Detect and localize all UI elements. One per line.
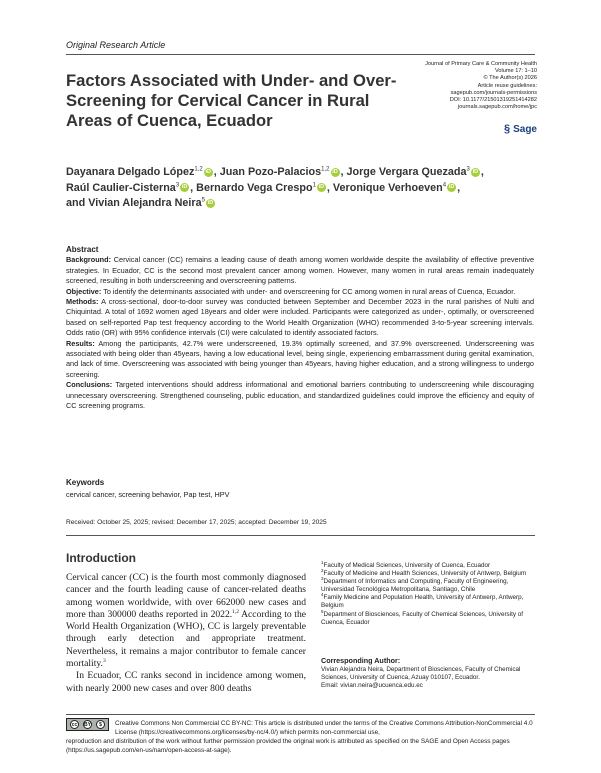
section-rule (66, 535, 535, 536)
publisher-name: Sage (513, 123, 537, 135)
orcid-icon[interactable]: iD (318, 184, 325, 191)
journal-reuse-link[interactable]: sagepub.com/journals-permissions (450, 89, 537, 96)
journal-volume: Volume 17: 1–10 (495, 68, 537, 75)
license-rule (66, 714, 535, 715)
affiliations (321, 559, 536, 627)
journal-reuse-label: Article reuse guidelines: (477, 82, 537, 89)
corresponding-author (321, 666, 536, 690)
keywords-heading: Keywords (66, 478, 105, 487)
article-title: Factors Associated with Under- and Over-Screening for Cervical Cancer in Rural Areas of Cuenca, Ecuador (66, 71, 397, 130)
sage-logo-icon: § (503, 123, 511, 135)
abstract-background: Background: Cervical cancer (CC) remains a leading cause of death among women worldwide despite the availability of effective preventive strategies. In Ecuador, CC is the second most prevalent cancer among women. However, many women in rural areas remain inadequately screened, resulting in both underscreening and overscreening patterns. (66, 255, 535, 286)
introduction-text (66, 572, 306, 695)
author-6: Veronique Verhoeven$^4$ iD , (332, 181, 461, 194)
journal-doi[interactable]: DOI: 10.1177/21501319251414282 (449, 97, 537, 104)
abstract-objective: Objective: To identify the determinants associated with under- and overscreening for CC among women in rural areas of Cuenca, Ecuador. (66, 286, 516, 296)
journal-info (357, 61, 537, 111)
abstract-heading: Abstract (66, 245, 99, 254)
affiliation-item: $^1$Faculty of Medical Sciences, University of Cuenca, Ecuador (321, 559, 491, 569)
orcid-icon[interactable]: iD (205, 168, 211, 175)
affiliation-item: $^3$Department of Informatics and Computing, Faculty of Engineering, Universidad Tecnológica Metropolitana, Santiago, Chile (321, 576, 509, 594)
orcid-icon[interactable]: iD (207, 199, 214, 206)
journal-name: Journal of Primary Care & Community Health (425, 61, 537, 67)
abstract-conclusions: Conclusions: Targeted interventions should address informational and emotional barriers contributing to underscreening while discouraging unnecessary overscreening. Strengthened counseling, public education, and standardized guidelines could improve the efficiency and equity of CC screening programs. (66, 380, 534, 411)
journal-url[interactable]: journals.sagepub.com/home/jpc (458, 104, 537, 111)
publisher-logo (504, 123, 537, 135)
by-icon: BY (84, 722, 91, 728)
author-4: Raúl Caulier-Cisterna$^3$ iD , (66, 181, 197, 194)
citation-ref[interactable]: 3 (102, 657, 106, 664)
affiliation-item: $^4$Family Medicine and Population Health, University of Antwerp, Antwerp, Belgium (321, 592, 524, 610)
citation-ref[interactable]: 1,2 (232, 608, 240, 615)
corresponding-address: Vivian Alejandra Neira, Department of Biosciences, Faculty of Chemical Sciences, University of Cuenca, Azuay 010107, Ecuador. (321, 666, 521, 682)
orcid-icon[interactable]: iD (448, 184, 455, 191)
orcid-icon[interactable]: iD (332, 168, 338, 175)
article-type: Original Research Article (66, 40, 166, 50)
journal-copyright: © The Author(s) 2026 (483, 75, 537, 82)
abstract-results: Results: Among the participants, 42.7% were underscreened, 19.3% optimally screened, and 37.9% overscreened. Underscreening was associated with being older than 45years, having a low educational level, being single, experiencing embarrassment during genital examination, and lack of time. Overscreening was associated with being younger than 45years, having higher education, and a strong willingness to undergo screening. (66, 338, 535, 379)
author-list (66, 165, 536, 212)
orcid-icon[interactable]: iD (181, 184, 188, 191)
top-rule (66, 54, 535, 55)
license-text-line2: reproduction and distribution of the work without further permission provided the original work is attributed as specified on the SAGE and Open Access pages (https://us.sagepub.com/en-us/nam/open-access-at-sage). (66, 738, 510, 754)
intro-paragraph-1: Cervical cancer (CC) is the fourth most commonly diagnosed cancer and the fourth leading cause of cancer-related deaths among women worldwide, with over 662000 new cases and more than 300000 deaths reported in 2022.$^{1,2}$ According to the World Health Organization (WHO), CC is largely preventable through early detection and appropriate treatment. Nevertheless, it remains a major contributor to female cancer mortality.$^3$ (66, 572, 307, 670)
intro-paragraph-2: In Ecuador, CC ranks second in incidence among women, with nearly 2000 new cases and over 800 deaths (66, 670, 306, 694)
keywords-text: cervical cancer, screening behavior, Pap test, HPV (66, 490, 230, 499)
author-5: Bernardo Vega Crespo$^1$ iD , (196, 181, 333, 194)
author-1: Dayanara Delgado López$^{1,2}$ iD , (66, 166, 220, 178)
author-2: Juan Pozo-Palacios$^{1,2}$ iD , (219, 166, 347, 178)
corresponding-email[interactable]: Email: vivian.neira@ucuenca.edu.ec (321, 682, 423, 690)
author-7: and Vivian Alejandra Neira$^5$ iD (66, 197, 214, 209)
affiliation-item: $^2$Faculty of Medicine and Health Sciences, University of Antwerp, Belgium (321, 568, 527, 578)
author-3: Jorge Vergara Quezada$^3$ iD , (346, 166, 484, 178)
abstract-methods: Methods: A cross-sectional, door-to-door survey was conducted between September and December 2023 in the rural parishes of Nulti and Chiquintad. A total of 1692 women aged 18years and older were included. Participants were categorized as under-, optimally, or overscreened based on self-reported Pap test frequency according to the World Health Organization (WHO) recommended 3-to-5-year screening intervals. Odds ratio (OR) with 95% confidence intervals (CI) were calculated to identify associated factors. (66, 297, 535, 338)
license-text-line1: Creative Commons Non Commercial CC BY-NC: This article is distributed under the terms of the Creative Commons Attribution-NonCommercial 4.0 License (https://creativecommons.org/licenses/by-nc/4.0/) which permits non-commercial use, (115, 720, 533, 736)
nc-icon: $ (96, 720, 105, 729)
introduction-heading: Introduction (66, 551, 136, 565)
abstract (66, 245, 534, 412)
cc-license-badge[interactable] (66, 718, 109, 731)
corresponding-author-heading: Corresponding Author: (321, 656, 401, 665)
orcid-icon[interactable]: iD (472, 168, 479, 175)
affiliation-item: $^5$Department of Biosciences, Faculty of Chemical Sciences, University of Cuenca, Ecuador (321, 608, 523, 626)
cc-icon: cc (71, 722, 78, 728)
received-dates: Received: October 25, 2025; revised: December 17, 2025; accepted: December 19, 2025 (66, 519, 327, 526)
